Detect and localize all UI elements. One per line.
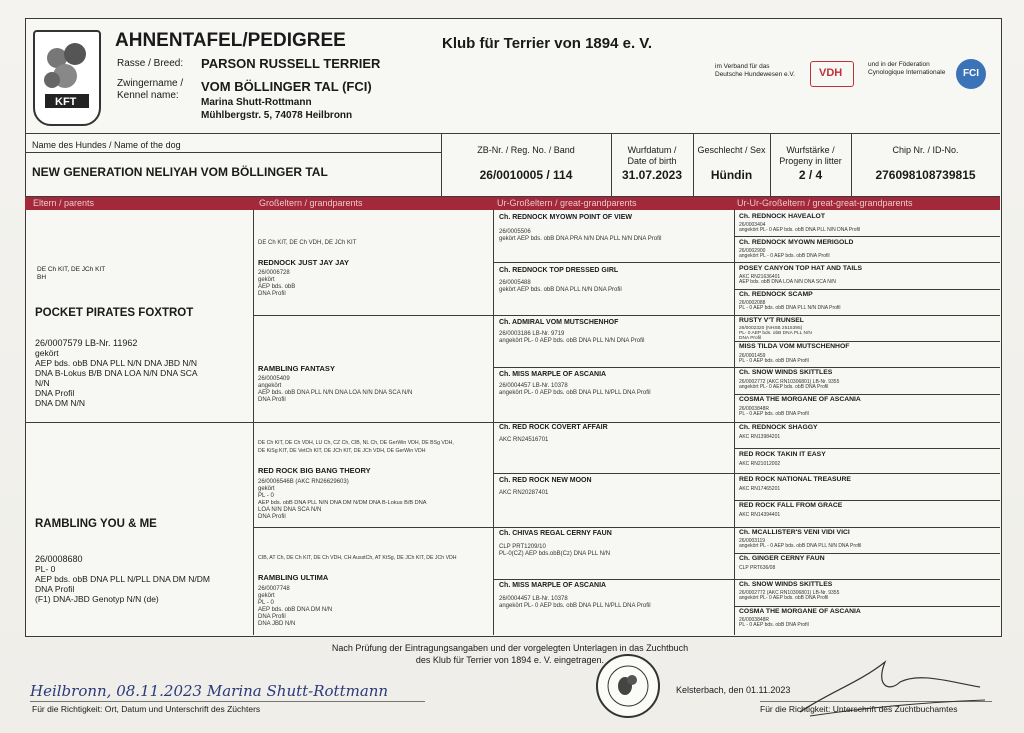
breeder-signature: Heilbronn, 08.11.2023 Marina Shutt-Rottmann xyxy=(30,682,389,700)
ggg-cell xyxy=(737,555,999,579)
ggg-line: 26/0002772 (AKC RN10306801) LB-Nr. 9355 xyxy=(739,590,840,596)
litter-label-2: Progeny in litter xyxy=(779,156,842,166)
divider xyxy=(25,152,441,153)
divider xyxy=(734,236,1000,237)
ggg-line: PL - 0 AEP bds. obB DNA Profil xyxy=(739,358,809,364)
ggg-line: PL- 0 AEP bds. obB DNA PLL N/N xyxy=(739,331,812,336)
grandparent-name: RED ROCK BIG BANG THEORY xyxy=(258,466,371,475)
ggg-cell xyxy=(737,369,999,394)
ggg-line: angekört PL- 0 AEP bds. obB DNA Profil xyxy=(739,384,829,390)
great-grandparent-cell xyxy=(497,475,732,526)
ggg-line: AKC RN21636401 xyxy=(739,274,781,280)
ggg-cell xyxy=(737,607,999,634)
grandparent-line: 26/0005409 xyxy=(258,376,290,382)
ggg-line: 26/0002900 xyxy=(739,248,766,254)
grandparent-line: gekört xyxy=(258,593,275,599)
fci-text-2: Cynologique Internationale xyxy=(868,69,946,76)
grandparent-line: DNA Profil xyxy=(258,514,286,520)
grandparent-line: 26/0006728 xyxy=(258,270,290,276)
grandparent-line: 26/0007748 xyxy=(258,586,290,592)
great-grandparent-line: 26/0004457 LB-Nr. 10378 xyxy=(499,383,568,389)
divider xyxy=(493,579,1000,580)
ggg-cell xyxy=(737,502,999,527)
great-grandparent-line: 26/0005506 xyxy=(499,229,531,235)
sire-titles: DE Ch KIT, DE JCh KIT xyxy=(37,266,106,273)
ggg-cell xyxy=(737,212,999,236)
col-great-great-grandparents: Ur-Ur-Großeltern / great-great-grandparents xyxy=(737,198,913,208)
grandparent-titles: CIB, AT Ch, DE Ch KIT, DE Ch VDH, CH AusstCh, AT KtSg, DE JCh KIT, DE JCh VDH xyxy=(258,555,457,561)
breeder-address: Mühlbergstr. 5, 74078 Heilbronn xyxy=(201,110,353,121)
grandparent-line: AEP bds. obB DNA PLL N/N DNA DM N/DM DNA B-Lokus B/B DNA xyxy=(258,500,427,506)
kennel-label-2: Kennel name: xyxy=(117,90,179,101)
grandparent-titles: DE Ch KIT, DE Ch VDH, DE JCh KIT xyxy=(258,240,357,246)
ggg-name: RUSTY V'T RUNSEL xyxy=(739,317,804,324)
ggg-name: POSEY CANYON TOP HAT AND TAILS xyxy=(739,265,862,272)
ggg-name: Ch. REDNOCK SCAMP xyxy=(739,291,813,298)
divider xyxy=(441,133,442,196)
ggg-line: CLP PRT636/08 xyxy=(739,565,776,571)
sire-line: DNA B-Lokus B/B DNA LOA N/N DNA SCA xyxy=(35,368,198,378)
ggg-line: PL - 0 AEP bds. obB DNA Profil xyxy=(739,622,809,628)
divider xyxy=(851,133,852,196)
great-grandparent-name: Ch. REDNOCK MYOWN POINT OF VIEW xyxy=(499,214,632,221)
ggg-name: Ch. SNOW WINDS SKITTLES xyxy=(739,581,833,588)
ggg-line: angekört PL- 0 AEP bds. obB DNA Profil xyxy=(739,595,829,601)
signature-line xyxy=(30,701,425,702)
ggg-line: 26/0002772 (AKC RN10306801) LB-Nr. 9355 xyxy=(739,379,840,385)
col-great-grandparents: Ur-Großeltern / great-grandparents xyxy=(497,198,637,208)
great-grandparent-line: CLP PRT1209/10 xyxy=(499,544,546,550)
col-grandparents: Großeltern / grandparents xyxy=(259,198,363,208)
ggg-name: Ch. REDNOCK SHAGGY xyxy=(739,424,818,431)
generation-header-band xyxy=(25,197,1000,210)
parent-dam-cell xyxy=(33,510,251,633)
great-grandparent-cell xyxy=(497,369,732,421)
dob-value: 31.07.2023 xyxy=(621,168,683,182)
ggg-cell xyxy=(737,450,999,474)
sex-label: Geschlecht / Sex xyxy=(697,145,766,155)
ggg-name: COSMA THE MORGANE OF ASCANIA xyxy=(739,396,861,403)
grandparent-line: gekört xyxy=(258,277,275,283)
chip-value: 276098108739815 xyxy=(875,168,976,182)
divider xyxy=(734,553,1000,554)
breeder-name: Marina Shutt-Rottmann xyxy=(201,97,312,108)
sire-titles-2: BH xyxy=(37,274,47,281)
grandparent-cell xyxy=(256,317,491,421)
divider xyxy=(25,422,1000,423)
great-grandparent-line: PL-0(CZ) AEP bds.obB(Cz) DNA PLL N/N xyxy=(499,551,611,557)
divider xyxy=(493,367,1000,368)
great-grandparent-line: angekört PL- 0 AEP bds. obB DNA PLL N/PLL DNA Profil xyxy=(499,603,651,609)
vdh-text-2: Deutsche Hundewesen e.V. xyxy=(715,71,795,78)
great-grandparent-name: Ch. ADMIRAL VOM MUTSCHENHOF xyxy=(499,319,619,326)
ggg-name: RED ROCK TAKIN IT EASY xyxy=(739,451,826,458)
sire-line: AEP bds. obB DNA PLL N/N DNA JBD N/N xyxy=(35,358,198,368)
great-grandparent-line: gekört AEP bds. obB DNA PRA N/N DNA PLL N/N DNA Profil xyxy=(499,236,662,242)
ggg-line: PL - 0 AEP bds. obB DNA Profil xyxy=(739,411,809,417)
dob-label-1: Wurfdatum / xyxy=(627,145,677,155)
ggg-cell xyxy=(737,581,999,606)
ggg-cell xyxy=(737,317,999,341)
litter-value: 2 / 4 xyxy=(798,168,823,182)
grandparent-name: RAMBLING ULTIMA xyxy=(258,573,329,582)
kft-logo xyxy=(33,30,101,126)
ggg-cell xyxy=(737,396,999,421)
sex-value: Hündin xyxy=(710,168,753,182)
grandparent-line: DNA Profil xyxy=(258,397,286,403)
ggg-name: MISS TILDA VOM MUTSCHENHOF xyxy=(739,343,850,350)
registration-statement-2: des Klub für Terrier von 1894 e. V. eingetragen. xyxy=(415,655,605,665)
grandparent-line: PL - 0 xyxy=(258,600,274,606)
ggg-name: Ch. GINGER CERNY FAUN xyxy=(739,555,825,562)
sire-line: DNA Profil xyxy=(35,388,75,398)
sire-name: POCKET PIRATES FOXTROT xyxy=(35,307,194,319)
ggg-name: RED ROCK NATIONAL TREASURE xyxy=(739,476,851,483)
divider xyxy=(253,315,1000,316)
ggg-name: Ch. REDNOCK MYOWN MERIGOLD xyxy=(739,239,854,246)
ggg-line: DNA Profil xyxy=(739,336,762,341)
kennel-label-1: Zwingername / xyxy=(117,78,184,89)
great-grandparent-cell xyxy=(497,529,732,578)
great-grandparent-cell xyxy=(497,317,732,366)
great-grandparent-line: 26/0005488 xyxy=(499,280,531,286)
ggg-line: AKC RN14394401 xyxy=(739,512,781,518)
dog-name-label: Name des Hundes / Name of the dog xyxy=(32,140,181,150)
ggg-line: angekört PL - 0 AEP bds. obB DNA PLL N/N DNA Profil xyxy=(739,543,862,549)
dob-label-2: Date of birth xyxy=(627,156,677,166)
document-title: AHNENTAFEL/PEDIGREE xyxy=(115,30,346,51)
ggg-cell xyxy=(737,475,999,500)
dam-line: AEP bds. obB DNA PLL N/PLL DNA DM N/DM xyxy=(35,574,210,584)
vdh-logo-text: VDH xyxy=(819,67,843,79)
ggg-name: Ch. MCALLISTER'S VENI VIDI VICI xyxy=(739,529,850,536)
grandparent-name: RAMBLING FANTASY xyxy=(258,364,335,373)
ggg-line: 26/0001459 xyxy=(739,353,766,359)
divider xyxy=(734,500,1000,501)
ggg-cell xyxy=(737,343,999,367)
ggg-line: AKC RN17465201 xyxy=(739,486,781,492)
grandparent-line: 26/0006546B (AKC RN26629603) xyxy=(258,479,349,485)
terrier-heads-icon xyxy=(35,32,99,124)
grandparent-line: PL - 0 xyxy=(258,493,274,499)
grandparent-line: angekört xyxy=(258,383,282,389)
grandparent-line: AEP bds. obB DNA PLL N/N DNA LOA N/N DNA SCA N/N xyxy=(258,390,413,396)
grandparent-name: REDNOCK JUST JAY JAY xyxy=(258,258,350,267)
ggg-name: Ch. SNOW WINDS SKITTLES xyxy=(739,369,833,376)
ggg-name: COSMA THE MORGANE OF ASCANIA xyxy=(739,608,861,615)
ggg-line: AKC RN13984201 xyxy=(739,434,781,440)
great-grandparent-cell xyxy=(497,424,732,472)
ggg-name: RED ROCK FALL FROM GRACE xyxy=(739,502,843,509)
ggg-line: 26/0003404 xyxy=(739,222,766,228)
dam-line: DNA Profil xyxy=(35,584,75,594)
great-grandparent-name: Ch. REDNOCK TOP DRESSED GIRL xyxy=(499,267,619,274)
grandparent-line: AEP bds. obB DNA DM N/N xyxy=(258,607,333,613)
grandparent-line: DNA Profil xyxy=(258,614,286,620)
sire-line: gekört xyxy=(35,348,59,358)
great-grandparent-line: AKC RN20287401 xyxy=(499,490,549,496)
ggg-line: 26/0003848R xyxy=(739,406,770,412)
registration-statement-1: Nach Prüfung der Eintragungsangaben und der vorgelegten Unterlagen in das Zuchtbuch xyxy=(331,643,689,653)
ggg-name: Ch. REDNOCK HAVEALOT xyxy=(739,213,825,220)
great-grandparent-line: gekört AEP bds. obB DNA PLL N/N DNA Profil xyxy=(499,287,622,293)
grandparent-cell xyxy=(256,212,491,314)
sire-line: N/N xyxy=(35,378,50,388)
ggg-line: 26/0002088 xyxy=(739,300,766,306)
divider xyxy=(734,394,1000,395)
great-grandparent-line: AKC RN24516701 xyxy=(499,437,549,443)
ggg-line: 26/0003119 xyxy=(739,538,766,544)
grandparent-line: DNA Profil xyxy=(258,291,286,297)
great-grandparent-cell xyxy=(497,212,732,261)
ggg-line: angekört PL- 0 AEP bds. obB DNA PLL N/N DNA Profil xyxy=(739,227,861,233)
ggg-cell xyxy=(737,291,999,315)
breed-label: Rasse / Breed: xyxy=(117,58,184,69)
office-place-date: Kelsterbach, den 01.11.2023 xyxy=(676,685,791,695)
grandparent-line: DNA JBD N/N xyxy=(258,621,296,627)
ggg-line: AKC RN21012002 xyxy=(739,461,781,467)
great-grandparent-line: 26/0004457 LB-Nr. 10378 xyxy=(499,596,568,602)
ggg-line: 26/0002320 (NHSB 2515395) xyxy=(739,326,803,331)
fci-text-1: und in der Föderation xyxy=(868,61,930,68)
dam-name: RAMBLING YOU & ME xyxy=(35,518,157,530)
divider xyxy=(693,133,694,196)
grandparent-cell xyxy=(256,424,491,526)
dog-name: NEW GENERATION NELIYAH VOM BÖLLINGER TAL xyxy=(32,165,328,179)
fci-logo: FCI xyxy=(956,59,986,89)
grandparent-line: AEP bds. obB xyxy=(258,284,296,290)
ggg-line: 26/0003848R xyxy=(739,617,770,623)
dam-line: PL- 0 xyxy=(35,564,56,574)
col-parents: Eltern / parents xyxy=(33,198,95,208)
great-grandparent-name: Ch. MISS MARPLE OF ASCANIA xyxy=(499,371,607,378)
chip-label: Chip Nr. / ID-No. xyxy=(892,145,959,155)
great-grandparent-name: Ch. CHIVAS REGAL CERNY FAUN xyxy=(499,530,612,537)
great-grandparent-name: Ch. RED ROCK NEW MOON xyxy=(499,477,592,484)
great-grandparent-line: 26/0003186 LB-Nr. 9719 xyxy=(499,331,565,337)
great-grandparent-line: angekört PL- 0 AEP bds. obB DNA PLL N/PLL DNA Profil xyxy=(499,390,651,396)
great-grandparent-cell xyxy=(497,264,732,315)
terrier-stamp-icon xyxy=(598,656,658,716)
reg-number: 26/0010005 / 114 xyxy=(479,168,573,182)
logo-text: KFT xyxy=(55,96,77,108)
great-grandparent-name: Ch. MISS MARPLE OF ASCANIA xyxy=(499,582,607,589)
ggg-line: PL - 0 AEP bds. obB DNA PLL N/N DNA Profil xyxy=(739,305,841,311)
ggg-cell xyxy=(737,264,999,289)
sire-reg: 26/0007579 LB-Nr. 11962 xyxy=(35,338,138,348)
office-caption: Für die Richtigkeit: Unterschrift des Zuchtbuchamtes xyxy=(760,704,958,714)
reg-label: ZB-Nr. / Reg. No. / Band xyxy=(477,145,575,155)
ggg-cell xyxy=(737,529,999,553)
divider xyxy=(253,527,1000,528)
great-grandparent-cell xyxy=(497,581,732,634)
vdh-text-1: im Verband für das xyxy=(715,63,770,70)
grandparent-line: gekört xyxy=(258,486,275,492)
club-name: Klub für Terrier von 1894 e. V. xyxy=(442,35,653,52)
grandparent-cell xyxy=(256,529,491,634)
zuchtbuchamt-stamp xyxy=(596,654,660,718)
divider xyxy=(734,289,1000,290)
breeder-caption: Für die Richtigkeit: Ort, Datum und Unterschrift des Züchters xyxy=(32,704,261,714)
litter-label-1: Wurfstärke / xyxy=(786,145,835,155)
great-grandparent-name: Ch. RED ROCK COVERT AFFAIR xyxy=(499,424,608,431)
kennel-value: VOM BÖLLINGER TAL (FCI) xyxy=(201,79,372,94)
grandparent-line: LOA N/N DNA SCA N/N xyxy=(258,507,322,513)
stamp-text xyxy=(598,656,599,657)
great-grandparent-line: angekört PL- 0 AEP bds. obB DNA PLL N/N DNA Profil xyxy=(499,338,645,344)
divider xyxy=(25,133,1000,134)
sire-line: DNA DM N/N xyxy=(35,398,86,408)
ggg-line: AEP bds. obB DNA LOA N/N DNA SCA N/N xyxy=(739,279,836,285)
divider xyxy=(734,448,1000,449)
grandparent-titles: DE Ch KIT, DE Ch VDH, LU Ch, CZ Ch, CIB, NL Ch, DE GerWin VDH, DE BSg VDH, xyxy=(258,440,454,446)
divider xyxy=(734,341,1000,342)
parent-sire-cell xyxy=(33,262,251,420)
ggg-line: angekört PL - 0 AEP bds. obB DNA Profil xyxy=(739,253,830,259)
dam-reg: 26/0008680 xyxy=(35,554,83,564)
breed-value: PARSON RUSSELL TERRIER xyxy=(201,56,381,71)
dam-line: (F1) DNA-JBD Genotyp N/N (de) xyxy=(35,594,159,604)
vdh-logo xyxy=(810,61,854,87)
ggg-cell xyxy=(737,424,999,448)
grandparent-titles: DE KiSg KIT, DE VetCh KIT, DE JCh KIT, DE JCh VDH, DE GerWin VDH xyxy=(258,448,426,454)
